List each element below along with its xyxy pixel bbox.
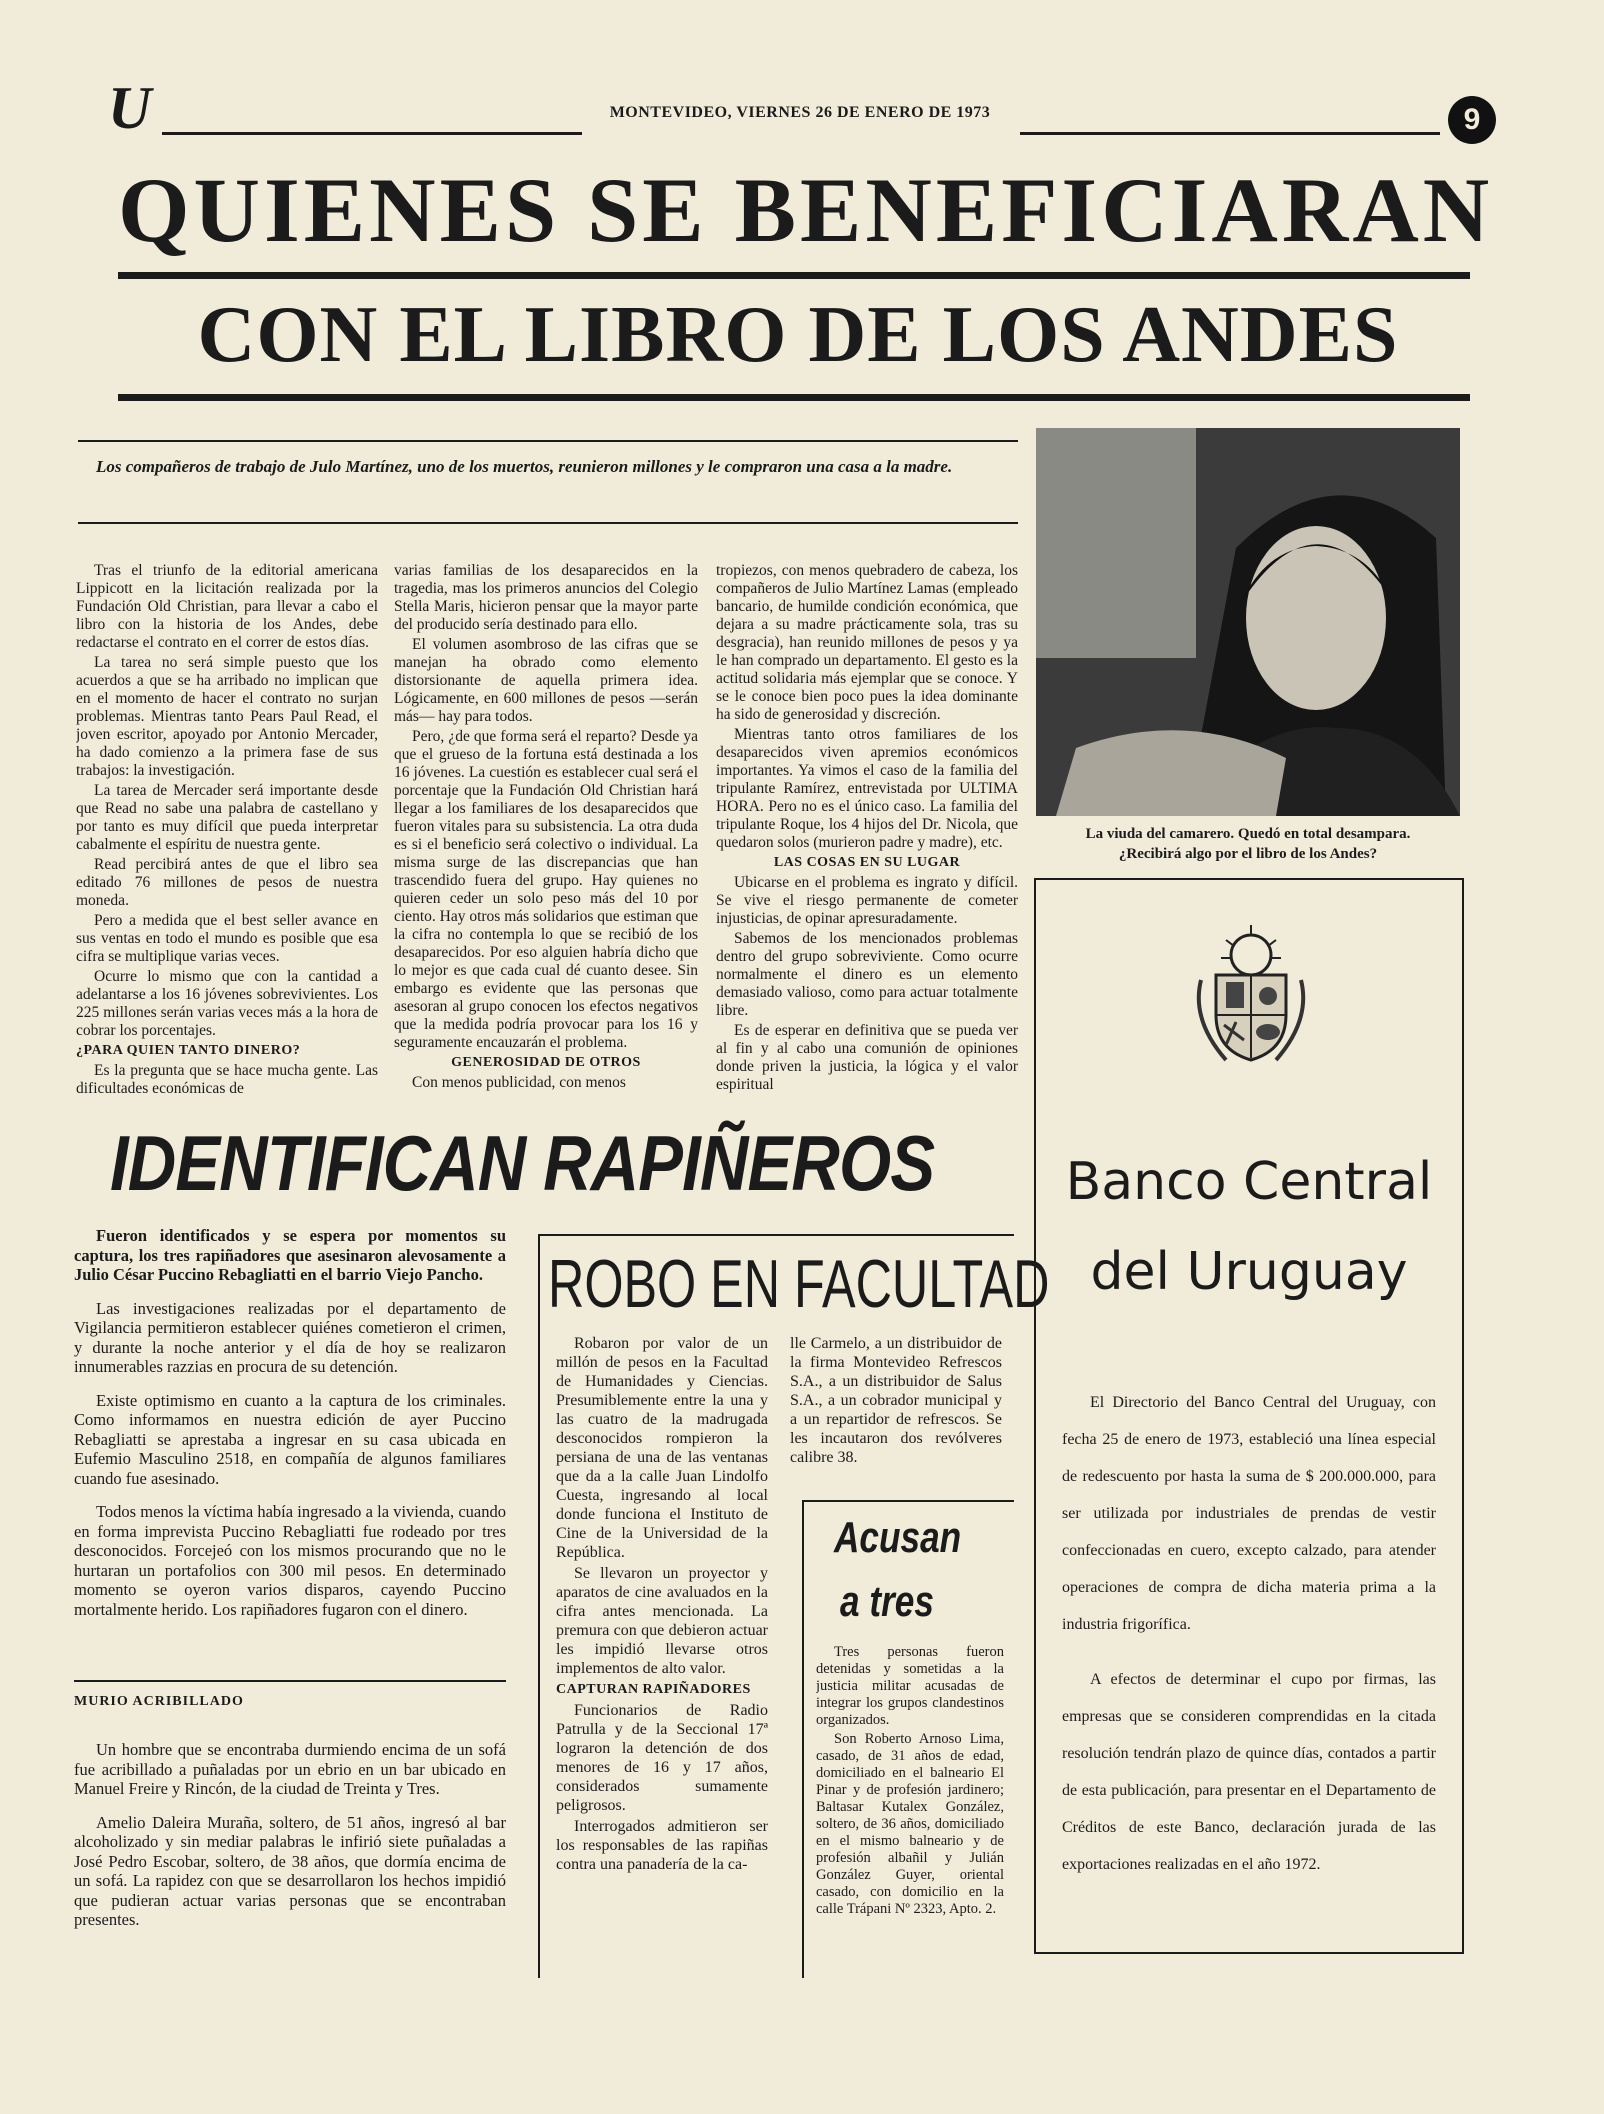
uruguay-coat-of-arms [1186, 920, 1316, 1070]
libro-c1-p1: Tras el triunfo de la editorial americana Lippicott en la licitación realizada por la Fundación Old Christian, para llevar a cabo el libro con la historia de los Andes, debe redactarse el contrato en el correr de estos días. [76, 562, 378, 651]
rapineros-p2: Las investigaciones realizadas por el departamento de Vigilancia permitieron establecer quiénes cometieron el crimen, y durante la noche anterior y el día de hoy se realizaron innumerables razzias en procura de su detención. [74, 1298, 506, 1376]
murio-subhead: MURIO ACRIBILLADO [74, 1694, 244, 1709]
murio-rule [74, 1680, 506, 1682]
libro-c2-p1: varias familias de los desaparecidos en la tragedia, mas los primeros anuncios del Colegio Stella Maris, hicieron pensar que la mayor parte del producido sería destinado para ello. [394, 562, 698, 633]
headline-line2: CON EL LIBRO DE LOS ANDES [197, 291, 1399, 379]
acusan-headline-1: Acusan [834, 1513, 962, 1562]
rapineros-p4: Todos menos la víctima había ingresado a la vivienda, cuando en forma imprevista Puccino Rebagliatti fue rodeado por tres desconocidos. Forcejeó con los mismos procurando que no le hurtaran un portafolios con 300 mil pesos. En determinado momento se oyeron varios disparos, cayendo Puccino mortalmente herido. Los rapiñadores fugaron con el dinero. [74, 1502, 506, 1619]
lede: Los compañeros de trabajo de Julo Martínez, uno de los muertos, reunieron millones y le compraron una casa a la madre. [96, 457, 953, 476]
headline-rule-bottom [118, 394, 1470, 401]
libro-col-3 [716, 562, 1018, 1104]
page-number: 9 [1448, 96, 1496, 144]
header-rule-left [162, 132, 582, 135]
libro-col-2 [394, 562, 698, 1104]
robo-col-1 [556, 1334, 768, 1974]
acusan-body [816, 1644, 1004, 1974]
libro-c1-p6: Ocurre lo mismo que con la cantidad a adelantarse a los 16 jóvenes sobrevivientes. Los 225 millones serán varias veces más a la hora de cobrar los porcentajes. [76, 968, 378, 1039]
widow-photo [1036, 428, 1460, 816]
libro-c3-t1: Ubicarse en el problema es ingrato y difícil. Se vive el riesgo permanente de cometer injusticias, de opinar apresuradamente. [716, 874, 1018, 927]
robo-c1-p1: Robaron por valor de un millón de pesos en la Facultad de Humanidades y Ciencias. Presumiblemente entre la una y las cuatro de la madrugada desconocidos rompieron la persiana de una de las ventanas que da a la calle Juan Lindolfo Cuesta, ingresando al local donde funciona el Instituto de Cine de la Universidad de la República. [556, 1335, 768, 1561]
robo-c2-p1: lle Carmelo, a un distribuidor de la firma Montevideo Refrescos S.A., a un distribuidor de Salus S.A., a un cobrador municipal y a un repartidor de refrescos. Se les incautaron dos revólveres calibre 38. [790, 1335, 1002, 1466]
robo-c1-t2: Interrogados admitieron ser los responsables de las rapiñas contra una panadería de la ca- [556, 1818, 768, 1873]
libro-c1-p5: Pero a medida que el best seller avance en sus ventas en todo el mundo es posible que esa cifra se multiplique varias veces. [76, 912, 378, 965]
libro-c2-p2: El volumen asombroso de las cifras que se manejan ha obrado como elemento distorsionante de aquella primera idea. Lógicamente, en 600 millones de pesos —serán más— hay para todos. [394, 636, 698, 725]
libro-c1-subhead: ¿PARA QUIEN TANTO DINERO? [76, 1043, 301, 1058]
rapineros-p1: Fueron identificados y se espera por momentos su captura, los tres rapiñadores que asesinaron alevosamente a Julio César Puccino Rebagliatti en el barrio Viejo Pancho. [74, 1226, 506, 1284]
acusan-p2: Son Roberto Arnoso Lima, casado, de 31 años de edad, domiciliado en el balneario El Pinar y de profesión jardinero; Baltasar Kutalex González, soltero, de 36 años, domiciliado en el mismo balneario y de profesión albañil y Julián González Guyer, oriental casado, con domicilio en la calle Trápani Nº 2323, Apto. 2. [816, 1731, 1004, 1917]
libro-c3-t2: Sabemos de los mencionados problemas dentro del grupo sobreviviente. Como ocurre normalmente el dinero es un elemento demasiado valioso, como para actuar totalmente libre. [716, 930, 1018, 1019]
libro-c3-subhead: LAS COSAS EN SU LUGAR [773, 855, 961, 870]
libro-c2-subhead: GENEROSIDAD DE OTROS [451, 1055, 641, 1070]
murio-p2: Amelio Daleira Muraña, soltero, de 51 años, ingresó al bar alcoholizado y sin mediar palabras le infirió siete puñaladas a José Pedro Escobar, soltero, de 38 años, que dormía encima de un sofá. La rapidez con que se desarrollaron los hechos impidió que pudieran actuar varias personas que se encontraban presentes. [74, 1812, 506, 1929]
libro-c1-tail: Es la pregunta que se hace mucha gente. Las dificultades económicas de [76, 1062, 378, 1097]
headline-rule [118, 272, 1470, 279]
robo-c1-t1: Funcionarios de Radio Patrulla y de la Seccional 17ª lograron la detención de dos menores de 16 y 17 años, considerados sumamente peligrosos. [556, 1702, 768, 1814]
libro-c2-p3: Pero, ¿de que forma será el reparto? Desde ya que el grueso de la fortuna está destinada a los 16 jóvenes. La cuestión es establecer cual será el porcentaje que la Fundación Old Christian hará llegar a los familiares de los desaparecidos que fueron vitales para su subsistencia. La otra duda es si el beneficio será colectivo o individual. La misma surge de las discrepancias que han trascendido fuera del grupo. Hay quienes no quieren ceder un solo peso más del 10 por ciento. Hay otros más solidarios que estiman que la cifra no contempla lo que se recibió de los desaparecidos. Por eso alguien habría dicho que lo mejor es que cada cual dé cuanto desee. Sin embargo es evidente que las personas que asesoran al grupo conocen los efectos negativos que la medida podría provocar para los 16 y seguramente encauzarán el problema. [394, 728, 698, 1051]
lede-rule-top [78, 440, 1018, 442]
acusan-p1: Tres personas fueron detenidas y sometidas a la justicia militar acusadas de integrar los grupos clandestinos organizados. [816, 1644, 1004, 1728]
banco-name-line2: del Uruguay [1090, 1242, 1408, 1302]
headline-line1: QUIENES SE BENEFICIARAN [118, 159, 1494, 261]
libro-c1-p3: La tarea de Mercader será importante desde que Read no sabe una palabra de castellano y por tanto es muy difícil que pueda interpretar cabalmente el espíritu de nuestra gente. [76, 782, 378, 853]
rapineros-p3: Existe optimismo en cuanto a la captura de los criminales. Como informamos en nuestra edición de ayer Puccino Rebagliatti se aprestaba a ingresar en su casa ubicada en Eufemio Masculino 2518, en compañía de algunos familiares cuando fue asesinado. [74, 1390, 506, 1488]
header-rule-right [1020, 132, 1440, 135]
libro-col-1 [76, 562, 378, 1104]
robo-headline: ROBO EN FACULTAD [548, 1246, 1050, 1322]
libro-c1-p4: Read percibirá antes de que el libro sea editado 76 millones de pesos de nuestra moneda. [76, 856, 378, 909]
rapineros-headline: IDENTIFICAN RAPIÑEROS [110, 1119, 935, 1207]
libro-c3-p1: tropiezos, con menos quebradero de cabeza, los compañeros de Julio Martínez Lamas (empleado bancario, de humilde condición económica, que dejara a su madre prácticamente sola, tras su desgracia), han reunido millones de pesos y ya le han comprado un departamento. El gesto es la actitud solidaria más ejemplar que se conoce. Y se le conoce bien poco pues la idea dominante ha sido de generosidad y discreción. [716, 562, 1018, 723]
libro-c1-p2: La tarea no será simple puesto que los acuerdos a que se ha arribado no implican que en el momento de hacer el contrato no surjan problemas. Mientras tanto Pears Paul Read, el joven escritor, apoyado por Antonio Mercader, ha dado comienzo a la primera fase de sus trabajos: la investigación. [76, 654, 378, 779]
photo-figure [1036, 428, 1460, 816]
libro-c2-tail: Con menos publicidad, con menos [412, 1074, 626, 1091]
banco-p1: El Directorio del Banco Central del Uruguay, con fecha 25 de enero de 1973, estableció una línea especial de redescuento por hasta la suma de $ 200.000.000, para ser utilizada por industriales de prendas de vestir confeccionadas en cuero, excepto calzado, para atender operaciones de compra de dicha materia prima a la industria frigorífica. [1062, 1394, 1436, 1633]
robo-c1-subhead: CAPTURAN RAPIÑADORES [556, 1682, 751, 1697]
banco-ad [1034, 878, 1464, 1954]
banco-name-line1: Banco Central [1065, 1152, 1433, 1212]
banco-p2: A efectos de determinar el cupo por firmas, las empresas que se consideren comprendidas en la citada resolución tendrán plazo de quince días, contados a partir de esta publicación, para presentar en el Departamento de Créditos de este Banco, declaración jurada de las exportaciones realizadas en el año 1972. [1062, 1671, 1436, 1873]
libro-c3-p2: Mientras tanto otros familiares de los desaparecidos viven apremios económicos importantes. Ya vimos el caso de la familia del tripulante Ramírez, entrevistada por ULTIMA HORA. Pero no es el único caso. La familia del tripulante Roque, los 4 hijos del Dr. Nicola, que quedaron solos (murieron padre y madre), etc. [716, 726, 1018, 851]
murio-p1: Un hombre que se encontraba durmiendo encima de un sofá fue acribillado a puñaladas por un ebrio en un bar ubicado en Manuel Freire y Rincón, de la ciudad de Treinta y Tres. [74, 1740, 506, 1798]
masthead-logo: U [108, 75, 152, 141]
robo-col-2 [790, 1334, 1002, 1484]
photo-caption-line2: ¿Recibirá algo por el libro de los Andes? [1118, 846, 1378, 862]
banco-body [1062, 1384, 1436, 1883]
libro-c3-t3: Es de esperar en definitiva que se pueda ver al fin y al cabo una comunión de opiniones donde priven la justicia, la lógica y el valor espiritual [716, 1022, 1018, 1093]
murio-body [74, 1740, 506, 1970]
photo-caption-line1: La viuda del camarero. Quedó en total desampara. [1085, 826, 1411, 842]
robo-c1-p2: Se llevaron un proyector y aparatos de cine avaluados en la cifra antes mencionada. La premura con que debieron actuar les impidió llevarse otros implementos de alto valor. [556, 1565, 768, 1677]
lede-rule-bottom [78, 522, 1018, 524]
dateline: MONTEVIDEO, VIERNES 26 DE ENERO DE 1973 [609, 104, 991, 121]
acusan-headline-2: a tres [840, 1577, 934, 1626]
